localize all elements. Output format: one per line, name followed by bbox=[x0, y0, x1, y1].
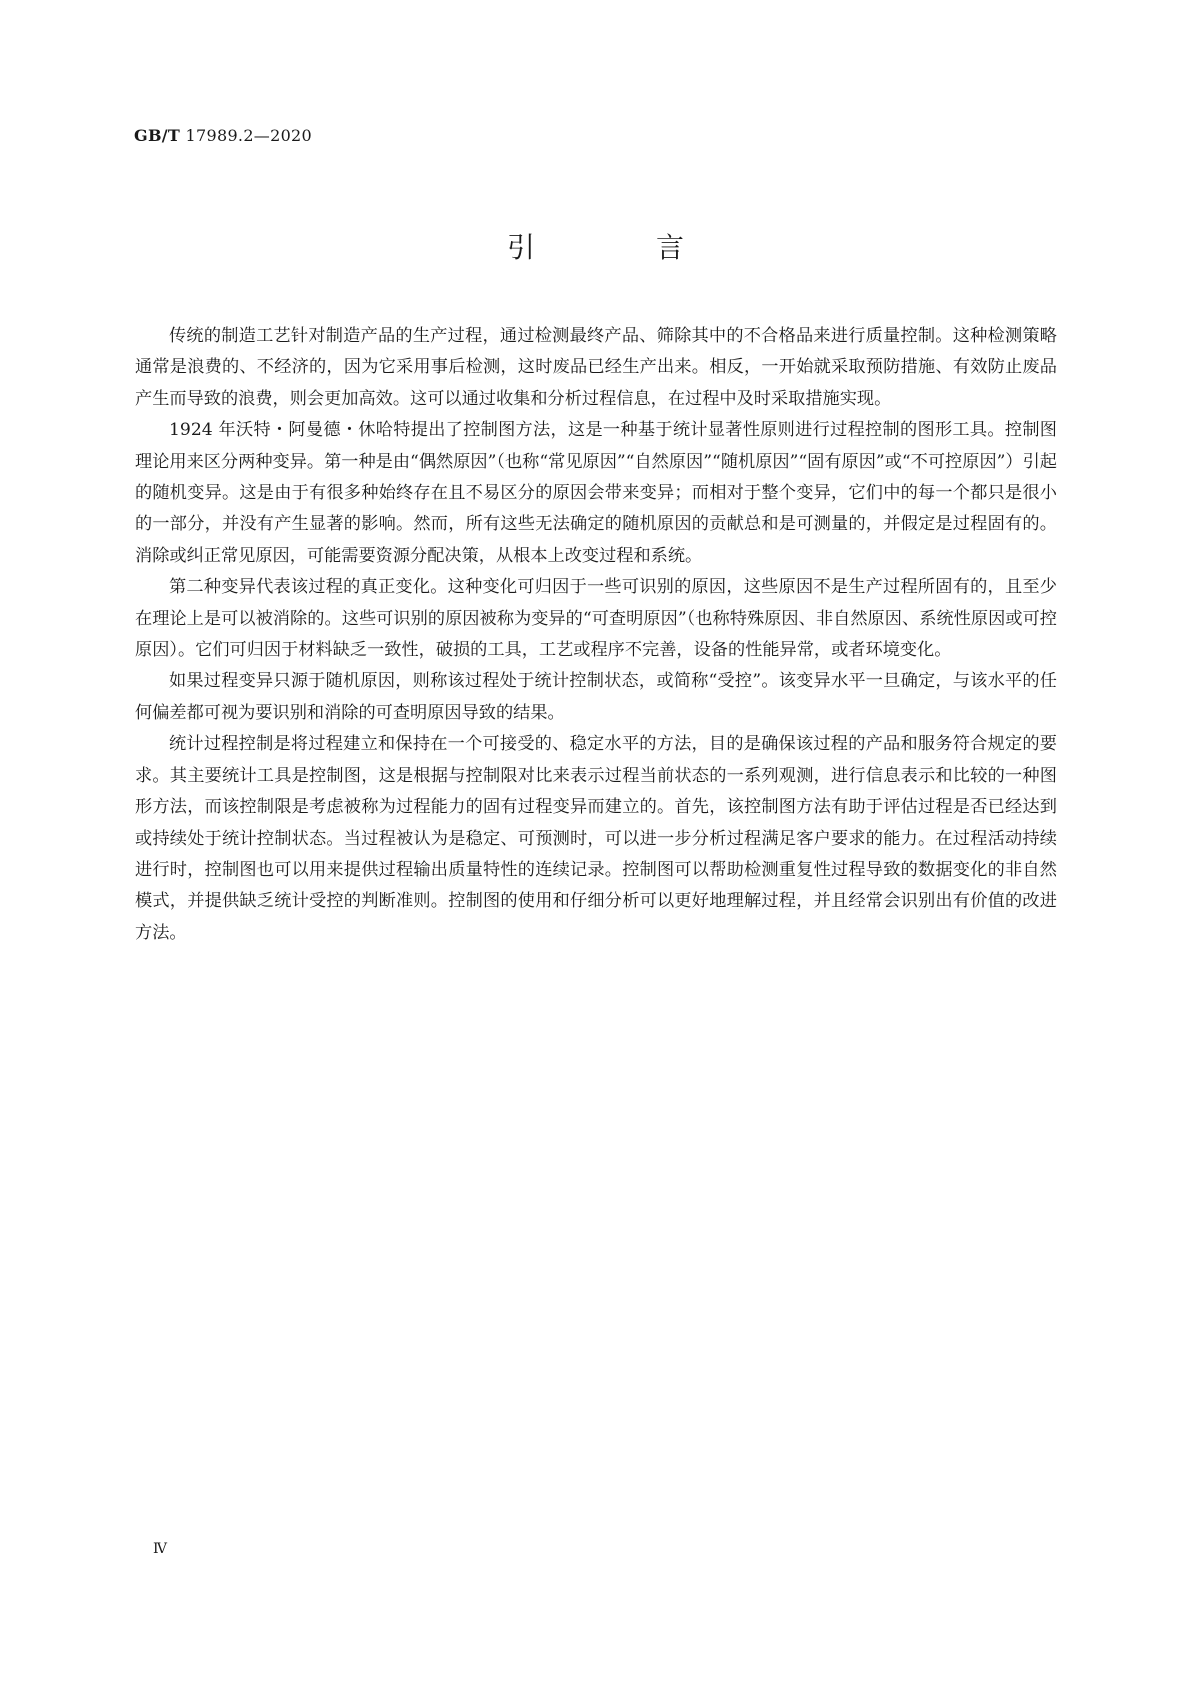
body-text bbox=[135, 321, 1057, 949]
paragraph-2: 1924 年沃特・阿曼德・休哈特提出了控制图方法，这是一种基于统计显著性原则进行过程控制的图形工具。控制图理论用来区分两种变异。第一种是由“偶然原因”（也称“常见原因”“自然原因”“随机原因”“固有原因”或“不可控原因”）引起的随机变异。这是由于有很多种始终存在且不易区分的原因会带来变异；而相对于整个变异，它们中的每一个都只是很小的一部分，并没有产生显著的影响。然而，所有这些无法确定的随机原因的贡献总和是可测量的，并假定是过程固有的。消除或纠正常见原因，可能需要资源分配决策，从根本上改变过程和系统。 bbox=[135, 420, 1057, 566]
document-code-number: 17989.2—2020 bbox=[185, 126, 313, 145]
paragraph-4: 如果过程变异只源于随机原因，则称该过程处于统计控制状态，或简称“受控”。该变异水平一旦确定，与该水平的任何偏差都可视为要识别和消除的可查明原因导致的结果。 bbox=[135, 671, 1057, 723]
paragraph-3: 第二种变异代表该过程的真正变化。这种变化可归因于一些可识别的原因，这些原因不是生产过程所固有的，且至少在理论上是可以被消除的。这些可识别的原因被称为变异的“可查明原因”（也称特殊原因、非自然原因、系统性原因或可控原因）。它们可归因于材料缺乏一致性，破损的工具，工艺或程序不完善，设备的性能异常，或者环境变化。 bbox=[135, 577, 1057, 661]
paragraph-5: 统计过程控制是将过程建立和保持在一个可接受的、稳定水平的方法，目的是确保该过程的产品和服务符合规定的要求。其主要统计工具是控制图，这是根据与控制限对比来表示过程当前状态的一系列观测，进行信息表示和比较的一种图形方法，而该控制限是考虑被称为过程能力的固有过程变异而建立的。首先，该控制图方法有助于评估过程是否已经达到或持续处于统计控制状态。当过程被认为是稳定、可预测时，可以进一步分析过程满足客户要求的能力。在过程活动持续进行时，控制图也可以用来提供过程输出质量特性的连续记录。控制图可以帮助检测重复性过程导致的数据变化的非自然模式，并提供缺乏统计受控的判断准则。控制图的使用和仔细分析可以更好地理解过程，并且经常会识别出有价值的改进方法。 bbox=[135, 734, 1057, 943]
page-number: Ⅳ bbox=[153, 1541, 167, 1557]
paragraph-1: 传统的制造工艺针对制造产品的生产过程，通过检测最终产品、筛除其中的不合格品来进行质量控制。这种检测策略通常是浪费的、不经济的，因为它采用事后检测，这时废品已经生产出来。相反，一开始就采取预防措施、有效防止废品产生而导致的浪费，则会更加高效。这可以通过收集和分析过程信息，在过程中及时采取措施实现。 bbox=[135, 326, 1057, 409]
document-code-prefix: GB/T bbox=[134, 126, 181, 145]
document-code bbox=[134, 126, 312, 145]
page-title: 引 言 bbox=[507, 231, 740, 264]
